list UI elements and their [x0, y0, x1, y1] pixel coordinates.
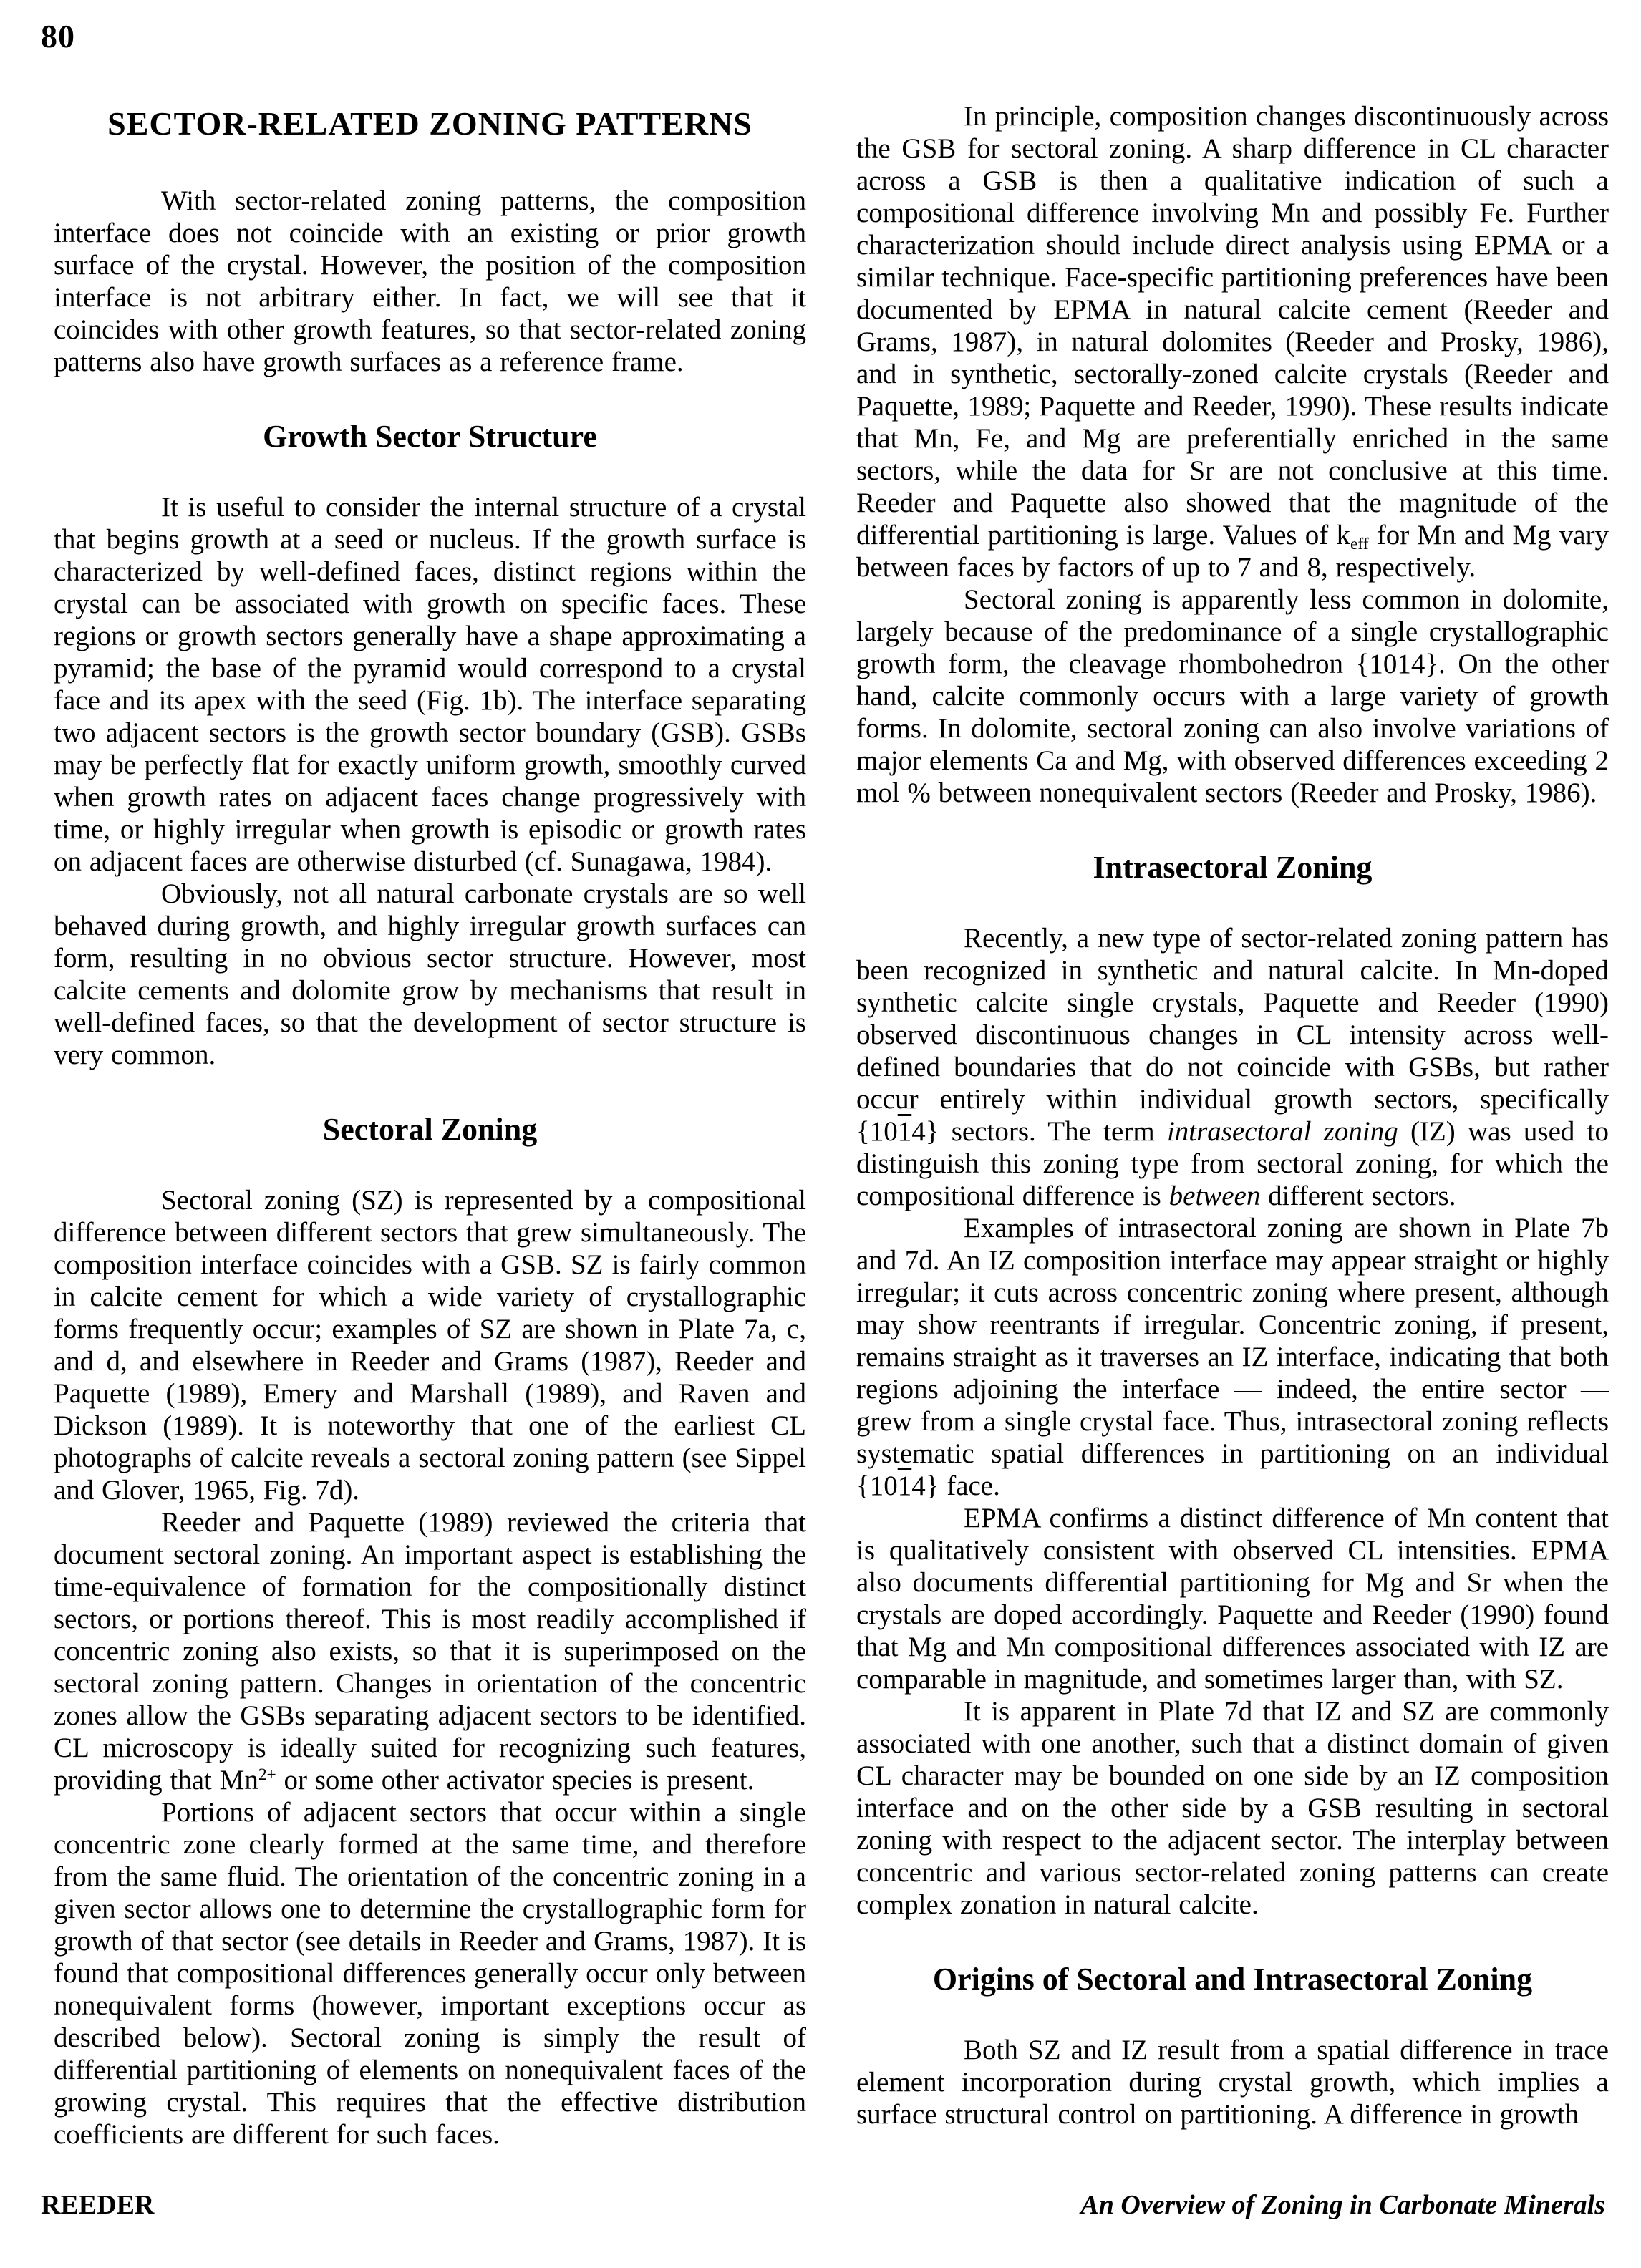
footer-book-title: An Overview of Zoning in Carbonate Minerals — [1080, 2190, 1605, 2220]
paragraph: Both SZ and IZ result from a spatial difference in trace element incorporation during crystal growth, which implies a surface structural control on partitioning. A difference in growth — [856, 2035, 1609, 2130]
page-number: 80 — [41, 18, 75, 54]
paragraph: EPMA confirms a distinct difference of Mn content that is qualitatively consistent with observed CL intensities. EPMA also documents differential partitioning for Mg and Sr when the crystals are doped accordingly. Paquette and Reeder (1990) found that Mg and Mn compositional differences associated with IZ are comparable in magnitude, and sometimes larger than, with SZ. — [856, 1503, 1609, 1695]
paragraph: Examples of intrasectoral zoning are shown in Plate 7b and 7d. An IZ composition interface may appear straight or highly irregular; it cuts across concentric zoning where present, although may show reentrants if irregular. Concentric zoning, if present, remains straight as it traverses an IZ interface, indicating that both regions adjoining the interface — indeed, the entire sector — grew from a single crystal face. Thus, intrasectoral zoning reflects systematic spatial differences in partitioning on an individual {1014} face. — [856, 1213, 1609, 1501]
paragraph: With sector-related zoning patterns, the composition interface does not coincide with an existing or prior growth surface of the crystal. However, the position of the composition interface is not arbitrary either. In fact, we will see that it coincides with other growth features, so that sector-related zoning patterns also have growth surfaces as a reference frame. — [54, 185, 806, 377]
paragraph: Sectoral zoning is apparently less common in dolomite, largely because of the predominance of a single crystallographic growth form, the cleavage rhombohedron {1014}. On the other hand, calcite commonly occurs with a large variety of growth forms. In dolomite, sectoral zoning can also involve variations of major elements Ca and Mg, with observed differences exceeding 2 mol % between nonequivalent sectors (Reeder and Prosky, 1986). — [856, 584, 1609, 808]
main-section-title: SECTOR-RELATED ZONING PATTERNS — [107, 105, 752, 142]
page-footer — [41, 2189, 1605, 2221]
paragraph: It is useful to consider the internal structure of a crystal that begins growth at a seed or nucleus. If the growth surface is characterized by well-defined faces, distinct regions within the crystal can be associated with growth on specific faces. These regions or growth sectors generally have a shape approximating a pyramid; the base of the pyramid would correspond to a crystal face and its apex with the seed (Fig. 1b). The interface separating two adjacent sectors is the growth sector boundary (GSB). GSBs may be perfectly flat for exactly uniform growth, smoothly curved when growth rates on adjacent faces change progressively with time, or highly irregular when growth is episodic or growth rates on adjacent faces are otherwise disturbed (cf. Sunagawa, 1984). — [54, 492, 806, 877]
section-heading: Origins of Sectoral and Intrasectoral Zoning — [932, 1962, 1533, 1997]
left-column — [54, 100, 806, 2151]
section-heading: Intrasectoral Zoning — [1093, 850, 1373, 885]
paragraph: In principle, composition changes discontinuously across the GSB for sectoral zoning. A sharp difference in CL character across a GSB is then a qualitative indication of such a compositional difference involving Mn and possibly Fe. Further characterization should include direct analysis using EPMA or a similar technique. Face-specific partitioning preferences have been documented by EPMA in natural calcite cement (Reeder and Grams, 1987), in natural dolomites (Reeder and Prosky, 1986), and in synthetic, sectorally-zoned calcite crystals (Reeder and Paquette, 1989; Paquette and Reeder, 1990). These results indicate that Mn, Fe, and Mg are preferentially enriched in the same sectors, while the data for Sr are not conclusive at this time. Reeder and Paquette also showed that the magnitude of the differential partitioning is large. Values of keff for Mn and Mg vary between faces by factors of up to 7 and 8, respectively. — [856, 101, 1609, 583]
paragraph: Portions of adjacent sectors that occur within a single concentric zone clearly formed at the same time, and therefore from the same fluid. The orientation of the concentric zoning in a given sector allows one to determine the crystallographic form for growth of that sector (see details in Reeder and Grams, 1987). It is found that compositional differences generally occur only between nonequivalent forms (however, important exceptions occur as described below). Sectoral zoning is simply the result of differential partitioning of elements on nonequivalent faces of the growing crystal. This requires that the effective distribution coefficients are different for such faces. — [54, 1797, 806, 2150]
paragraph: Sectoral zoning (SZ) is represented by a compositional difference between different sectors that grew simultaneously. The composition interface coincides with a GSB. SZ is fairly common in calcite cement for which a wide variety of crystallographic forms frequently occur; examples of SZ are shown in Plate 7a, c, and d, and elsewhere in Reeder and Grams (1987), Reeder and Paquette (1989), Emery and Marshall (1989), and Raven and Dickson (1989). It is noteworthy that one of the earliest CL photographs of calcite reveals a sectoral zoning pattern (see Sippel and Glover, 1965, Fig. 7d). — [54, 1185, 806, 1506]
paragraph: Reeder and Paquette (1989) reviewed the criteria that document sectoral zoning. An important aspect is establishing the time-equivalence of formation for the compositionally distinct sectors, or portions thereof. This is most readily accomplished if concentric zoning also exists, so that it is superimposed on the sectoral zoning pattern. Changes in orientation of the concentric zones allow the GSBs separating adjacent sectors to be identified. CL microscopy is ideally suited for recognizing such features, providing that $Mn^{2+}$ or some other activator species is present. — [54, 1507, 806, 1796]
two-column-layout — [54, 100, 1609, 2151]
right-column — [856, 100, 1609, 2131]
paragraph: Obviously, not all natural carbonate crystals are so well behaved during growth, and highly irregular growth surfaces can form, resulting in no obvious sector structure. However, most calcite cements and dolomite grow by mechanisms that result in well-defined faces, so that the development of sector structure is very common. — [54, 878, 806, 1070]
paragraph: Recently, a new type of sector-related zoning pattern has been recognized in synthetic and natural calcite. In Mn-doped synthetic calcite single crystals, Paquette and Reeder (1990) observed discontinuous changes in CL intensity across well-defined boundaries that do not coincide with GSBs, but rather occur entirely within individual growth sectors, specifically {1014} sectors. The term intrasectoral zoning (IZ) was used to distinguish this zoning type from sectoral zoning, for which the compositional difference is between different sectors. — [856, 923, 1609, 1211]
paragraph: It is apparent in Plate 7d that IZ and SZ are commonly associated with one another, such that a distinct domain of given CL character may be bounded on one side by an IZ composition interface and on the other side by a GSB resulting in sectoral zoning with respect to the adjacent sector. The interplay between concentric and various sector-related zoning patterns can create complex zonation in natural calcite. — [856, 1696, 1609, 1920]
section-heading: Sectoral Zoning — [322, 1112, 538, 1147]
section-heading: Growth Sector Structure — [263, 419, 597, 454]
footer-author: REEDER — [41, 2190, 155, 2220]
